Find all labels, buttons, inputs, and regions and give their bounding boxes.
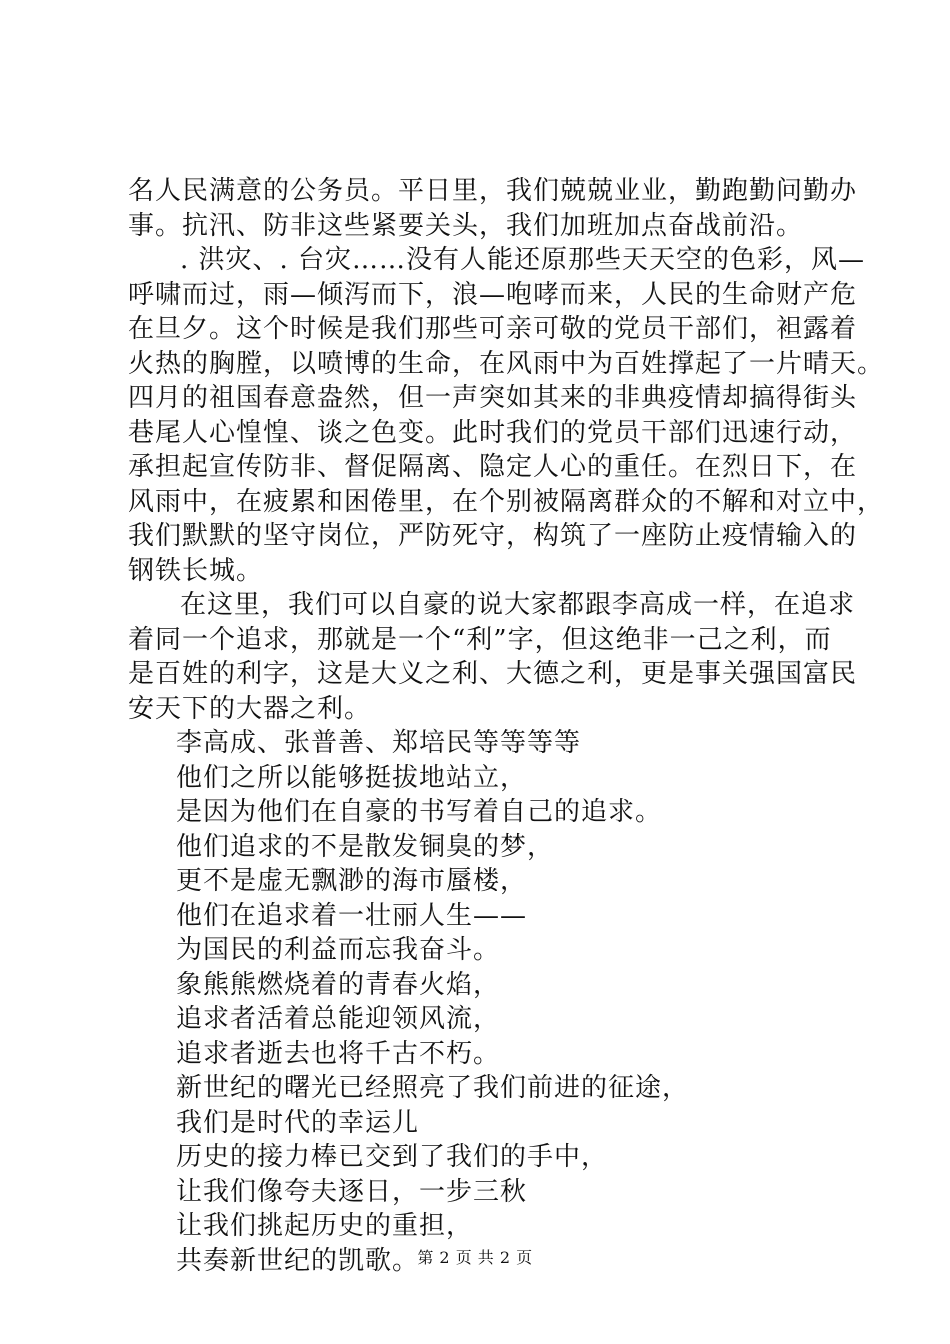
poem-line: 他们之所以能够挺拔地站立， [176, 762, 528, 793]
poem-line: 让我们像夸夫逐日，一步三秋 [176, 1176, 528, 1207]
poem-line: 共奏新世纪的凯歌。 [176, 1245, 420, 1276]
paragraph-3 [128, 588, 858, 726]
text-line: 钢铁长城。 [128, 555, 264, 586]
poem [128, 726, 828, 1278]
poem-line: 追求者逝去也将千古不朽。 [176, 1038, 501, 1069]
text-line: 是百姓的利字，这是大义之利、大德之利，更是事关强国富民 [128, 659, 858, 689]
poem-line: 象熊熊燃烧着的青春火焰， [176, 969, 501, 1000]
poem-line: 他们在追求着一壮丽人生—— [176, 900, 528, 931]
text-line: 事。抗汛、防非这些紧要关头，我们加班加点奋战前沿。 [128, 210, 804, 241]
text-line: 火热的胸膛，以喷博的生命，在风雨中为百姓撑起了一片晴天。 [128, 348, 885, 379]
poem-line: 更不是虚无飘渺的海市蜃楼， [176, 866, 528, 896]
text-line: 着同一个追求，那就是一个“利”字，但这绝非一己之利，而 [128, 624, 832, 655]
poem-line: 让我们挑起历史的重担， [176, 1211, 474, 1241]
text-line: . 洪灾、. 台灾……没有人能还原那些天天空的色彩，风— [180, 245, 866, 275]
paragraph-2 [128, 243, 885, 588]
text-line: 巷尾人心惶惶、谈之色变。此时我们的党员干部们迅速行动， [128, 417, 858, 448]
text-line: 安天下的大器之利。 [128, 693, 372, 724]
poem-line: 追求者活着总能迎领风流， [176, 1004, 501, 1034]
poem-line: 历史的接力棒已交到了我们的手中， [176, 1142, 609, 1172]
poem-line: 李高成、张普善、郑培民等等等等 [176, 728, 582, 758]
text-line: 四月的祖国春意盎然，但一声突如其来的非典疫情却搞得街头 [128, 383, 858, 413]
text-line: 在这里，我们可以自豪的说大家都跟李高成一样，在追求 [180, 590, 856, 620]
poem-line: 为国民的利益而忘我奋斗。 [176, 935, 501, 965]
page-number-footer: 第 2 页 共 2 页 [417, 1248, 533, 1267]
document-body [128, 174, 885, 1278]
text-line: 名人民满意的公务员。平日里，我们兢兢业业，勤跑勤问勤办 [128, 176, 858, 206]
paragraph-1 [128, 174, 858, 243]
poem-line: 是因为他们在自豪的书写着自己的追求。 [176, 797, 663, 827]
text-line: 我们默默的坚守岗位，严防死守，构筑了一座防止疫情输入的 [128, 521, 858, 551]
poem-line: 我们是时代的幸运儿 [176, 1107, 420, 1138]
text-line: 承担起宣传防非、督促隔离、隐定人心的重任。在烈日下，在 [128, 452, 858, 482]
text-line: 风雨中，在疲累和困倦里，在个别被隔离群众的不解和对立中， [128, 486, 885, 517]
text-line: 呼啸而过，雨—倾泻而下，浪—咆哮而来，人民的生命财产危 [128, 279, 858, 310]
poem-line: 他们追求的不是散发铜臭的梦， [176, 831, 555, 862]
poem-line: 新世纪的曙光已经照亮了我们前进的征途， [176, 1073, 690, 1103]
text-line: 在旦夕。这个时候是我们那些可亲可敬的党员干部们，袒露着 [128, 314, 858, 344]
